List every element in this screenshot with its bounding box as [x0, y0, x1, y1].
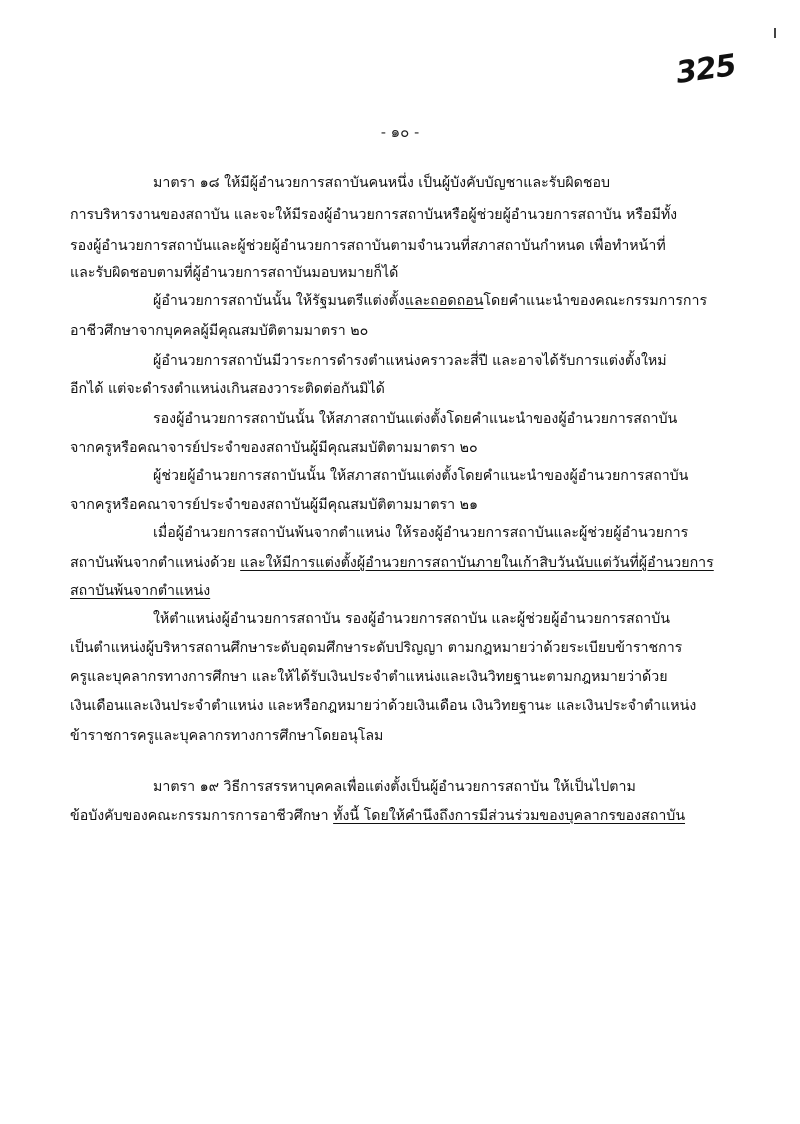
- s18-p4-line2: จากครูหรือคณาจารย์ประจำของสถาบันผู้มีคุณสมบัติตามมาตรา ๒๐: [70, 440, 478, 456]
- s18-p1-line3: รองผู้อำนวยการสถาบันและผู้ช่วยผู้อำนวยการสถาบันตามจำนวนที่สภาสถาบันกำหนด เพื่อทำหน้าที่: [70, 238, 666, 254]
- s18-p3-line2: อีกได้ แต่จะดำรงตำแหน่งเกินสองวาระติดต่อกันมิได้: [70, 381, 385, 397]
- s18-p7-line2: เป็นตำแหน่งผู้บริหารสถานศึกษาระดับอุดมศึกษาระดับปริญญา ตามกฎหมายว่าด้วยระเบียบข้าราชการ: [70, 640, 683, 656]
- s18-p7-line5: ข้าราชการครูและบุคลากรทางการศึกษาโดยอนุโลม: [70, 728, 384, 744]
- s18-p1-line2: การบริหารงานของสถาบัน และจะให้มีรองผู้อำนวยการสถาบันหรือผู้ช่วยผู้อำนวยการสถาบัน หรือมีทั้ง: [70, 207, 678, 223]
- s18-p7-line4: เงินเดือนและเงินประจำตำแหน่ง และหรือกฎหมายว่าด้วยเงินเดือน เงินวิทยฐานะ และเงินประจำตำแหน่ง: [70, 698, 697, 714]
- s18-p4-line1: รองผู้อำนวยการสถาบันนั้น ให้สภาสถาบันแต่งตั้งโดยคำแนะนำของผู้อำนวยการสถาบัน: [153, 411, 678, 427]
- edge-mark: [774, 28, 776, 38]
- s19-text-a: ข้อบังคับของคณะกรรมการการอาชีวศึกษา: [70, 808, 334, 824]
- s18-p6-underlined-2: สถาบันพ้นจากตำแหน่ง: [70, 583, 211, 599]
- s18-p2-line1: [153, 292, 707, 310]
- s19-underlined: ทั้งนี้ โดยให้คำนึงถึงการมีส่วนร่วมของบุคลากรของสถาบัน: [333, 808, 686, 824]
- s19-line2: [70, 807, 685, 825]
- s18-p2-text-a: ผู้อำนวยการสถาบันนั้น ให้รัฐมนตรีแต่งตั้ง: [153, 293, 405, 309]
- handwritten-page-number: 325: [673, 48, 738, 91]
- s18-p5-line1: ผู้ช่วยผู้อำนวยการสถาบันนั้น ให้สภาสถาบันแต่งตั้งโดยคำแนะนำของผู้อำนวยการสถาบัน: [153, 468, 689, 484]
- s18-p6-underlined-1: และให้มีการแต่งตั้งผู้อำนวยการสถาบันภายในเก้าสิบวันนับแต่วันที่ผู้อำนวยการ: [240, 555, 714, 571]
- s18-p7-line3: ครูและบุคลากรทางการศึกษา และให้ได้รับเงินประจำตำแหน่งและเงินวิทยฐานะตามกฎหมายว่าด้วย: [70, 669, 668, 685]
- page-number: - ๑๐ -: [380, 123, 420, 141]
- s18-p5-line2: จากครูหรือคณาจารย์ประจำของสถาบันผู้มีคุณสมบัติตามมาตรา ๒๑: [70, 497, 478, 513]
- s18-p2-line2: อาชีวศึกษาจากบุคคลผู้มีคุณสมบัติตามมาตรา ๒๐: [70, 323, 369, 339]
- s19-line1: มาตรา ๑๙ วิธีการสรรหาบุคคลเพื่อแต่งตั้งเป็นผู้อำนวยการสถาบัน ให้เป็นไปตาม: [153, 779, 636, 795]
- s18-p6-line2: [70, 554, 714, 572]
- s18-p1-line1: มาตรา ๑๘ ให้มีผู้อำนวยการสถาบันคนหนึ่ง เป็นผู้บังคับบัญชาและรับผิดชอบ: [153, 175, 611, 191]
- s18-p6-text-a: สถาบันพ้นจากตำแหน่งด้วย: [70, 555, 241, 571]
- s18-p7-line1: ให้ตำแหน่งผู้อำนวยการสถาบัน รองผู้อำนวยการสถาบัน และผู้ช่วยผู้อำนวยการสถาบัน: [153, 611, 670, 627]
- s18-p3-line1: ผู้อำนวยการสถาบันมีวาระการดำรงตำแหน่งคราวละสี่ปี และอาจได้รับการแต่งตั้งใหม่: [153, 353, 667, 369]
- s18-p6-line1: เมื่อผู้อำนวยการสถาบันพ้นจากตำแหน่ง ให้รองผู้อำนวยการสถาบันและผู้ช่วยผู้อำนวยการ: [153, 525, 689, 541]
- s18-p2-text-b: โดยคำแนะนำของคณะกรรมการการ: [483, 293, 708, 309]
- s18-p1-line4: และรับผิดชอบตามที่ผู้อำนวยการสถาบันมอบหมายก็ได้: [70, 265, 399, 281]
- s18-p2-underlined: และถอดถอน: [404, 293, 484, 309]
